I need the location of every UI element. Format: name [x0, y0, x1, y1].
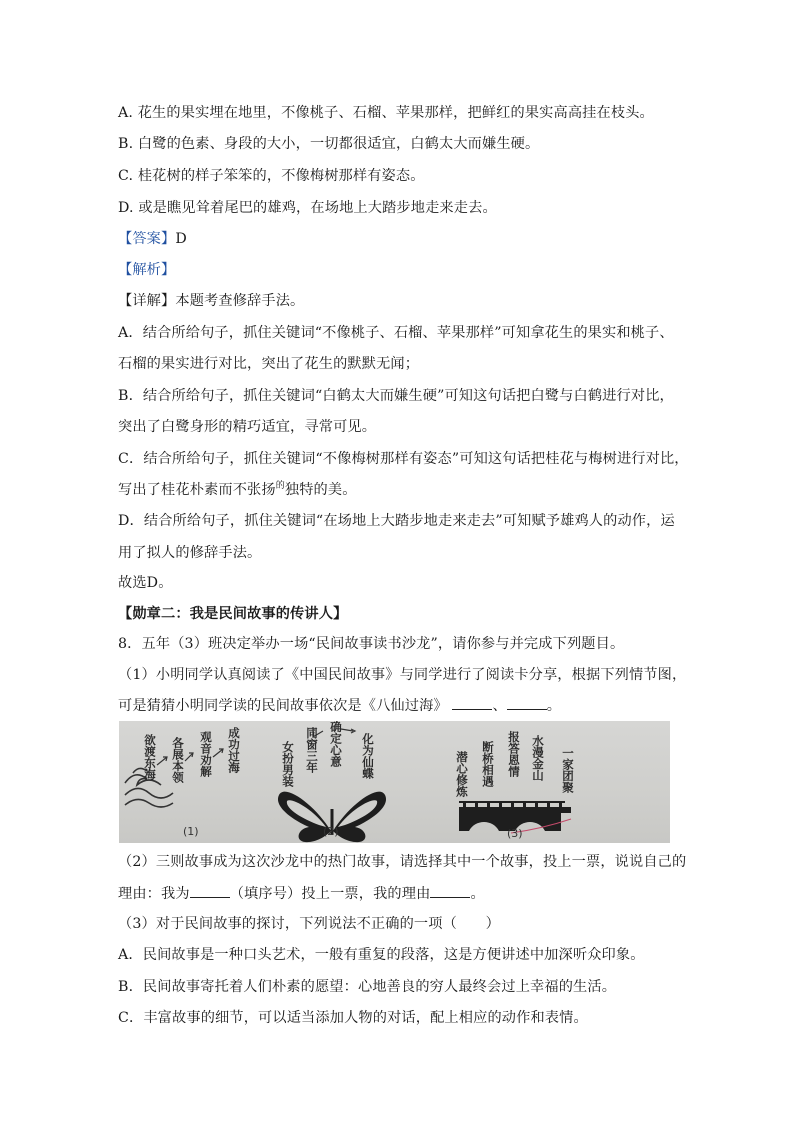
- analysis-b-line1: B．结合所给句子，抓住关键词“白鹤太大而嫌生硬”可知这句话把白鹭与白鹤进行对比，: [118, 388, 674, 404]
- story1-step-1: 欲渡东海: [143, 734, 157, 780]
- q8-p2-line2: [118, 883, 684, 904]
- analysis-c-line1: C．结合所给句子，抓住关键词“不像梅树那样有姿态”可知这句话把桂花与梅树进行对比，: [118, 451, 689, 467]
- analysis-conclusion: 故选D。: [118, 575, 173, 591]
- story2-step-4: 化为仙蝶: [361, 733, 375, 779]
- option-a: A. 花生的果实埋在地里，不像桃子、石榴、苹果那样，把鲜红的果实高高挂在枝头。: [118, 105, 654, 121]
- analysis-a-line2: 石榴的果实进行对比，突出了花生的默默无闻；: [118, 356, 420, 372]
- detail-line: [118, 291, 684, 311]
- story1-step-3: 观音劝解: [199, 731, 213, 777]
- analysis-c-line2-part1: 写出了桂花朴素而不张扬: [118, 482, 276, 498]
- section-title: 【勋章二：我是民间故事的传讲人】: [118, 606, 348, 622]
- analysis-tag-line: [118, 260, 684, 280]
- story3-step-1: 潜心修炼: [455, 751, 469, 797]
- story3-step-5: 一家团聚: [561, 747, 575, 793]
- story2-step-2: 同窗三年: [305, 727, 319, 773]
- q8-p1-line2: [118, 695, 684, 716]
- story1-label: (1): [183, 825, 199, 838]
- analysis-c-line2: [118, 480, 684, 502]
- analysis-c-line2-sup: 的: [275, 481, 285, 491]
- analysis-d-line1: D．结合所给句子，抓住关键词“在场地上大踏步地走来走去”可知赋予雄鸡人的动作，运: [118, 513, 675, 529]
- plot-diagram-photo: [119, 721, 670, 843]
- story3-step-4: 水漫金山: [531, 735, 545, 781]
- answer-tag: 【答案】: [118, 231, 176, 247]
- story2-step-3: 确定心意: [329, 721, 343, 767]
- analysis-c-line2-part2: 独特的美。: [284, 482, 357, 498]
- q8-p3-stem: （3）对于民间故事的探讨，下列说法不正确的一项（ ）: [118, 916, 500, 932]
- detail-text: 本题考查修辞手法。: [175, 293, 305, 309]
- q8-p3-option-b: B．民间故事寄托着人们朴素的愿望：心地善良的穷人最终会过上幸福的生活。: [118, 979, 617, 995]
- story1-step-4: 成功过海: [227, 727, 241, 773]
- story2-label: (2): [323, 825, 339, 838]
- option-d: D. 或是瞧见耸着尾巴的雄鸡，在场地上大踏步地走来走去。: [118, 200, 497, 216]
- answer-blank-4[interactable]: [430, 883, 470, 898]
- q8-p1-line2-text: 可是猜猜小明同学读的民间故事依次是《八仙过海》: [118, 698, 448, 714]
- q8-p3-option-c: C．丰富故事的细节，可以适当添加人物的对话，配上相应的动作和表情。: [118, 1010, 588, 1026]
- analysis-d-line2: 用了拟人的修辞手法。: [118, 545, 262, 561]
- detail-tag: 【详解】: [118, 293, 176, 309]
- option-b: B. 白鹭的色素、身段的大小，一切都很适宜，白鹤太大而嫌生硬。: [118, 136, 540, 152]
- story3-step-2: 断桥相遇: [481, 741, 495, 787]
- q8-p2-line2-part3: 。: [470, 886, 485, 902]
- q8-intro: 8．五年（3）班决定举办一场“民间故事读书沙龙”，请你参与并完成下列题目。: [118, 636, 625, 652]
- q8-p2-line2-part2: （填序号）投上一票，我的理由: [229, 886, 431, 902]
- answer-line: [118, 229, 684, 249]
- q8-p3-option-a: A．民间故事是一种口头艺术，一般有重复的段落，这是方便讲述中加深听众印象。: [118, 947, 645, 963]
- story1-arrows: [157, 749, 223, 765]
- analysis-tag: 【解析】: [118, 262, 176, 278]
- q8-p2-line1: （2）三则故事成为这次沙龙中的热门故事，请选择其中一个故事，投上一票，说说自己的: [118, 854, 687, 870]
- story3-step-3: 报答恩情: [507, 731, 521, 777]
- option-c: C. 桂花树的样子笨笨的，不像梅树那样有姿态。: [118, 168, 425, 184]
- answer-value: D: [175, 231, 187, 247]
- story2-step-1: 女扮男装: [281, 741, 295, 787]
- story3-label: (3): [507, 827, 523, 840]
- q8-p2-line2-part1: 理由：我为: [118, 886, 190, 902]
- answer-blank-2[interactable]: [507, 695, 547, 710]
- q8-p1-line1: （1）小明同学认真阅读了《中国民间故事》与同学进行了阅读卡分享，根据下列情节图，: [118, 667, 687, 683]
- analysis-a-line1: A．结合所给句子，抓住关键词“不像桃子、石榴、苹果那样”可知拿花生的果实和桃子、: [118, 325, 674, 341]
- answer-blank-3[interactable]: [190, 883, 230, 898]
- q8-p1-end: 。: [546, 698, 562, 714]
- answer-blank-1[interactable]: [452, 695, 492, 710]
- q8-p1-separator: 、: [492, 698, 507, 714]
- analysis-b-line2: 突出了白鹭身形的精巧适宜，寻常可见。: [118, 419, 377, 435]
- story1-step-2: 各展本领: [171, 737, 185, 783]
